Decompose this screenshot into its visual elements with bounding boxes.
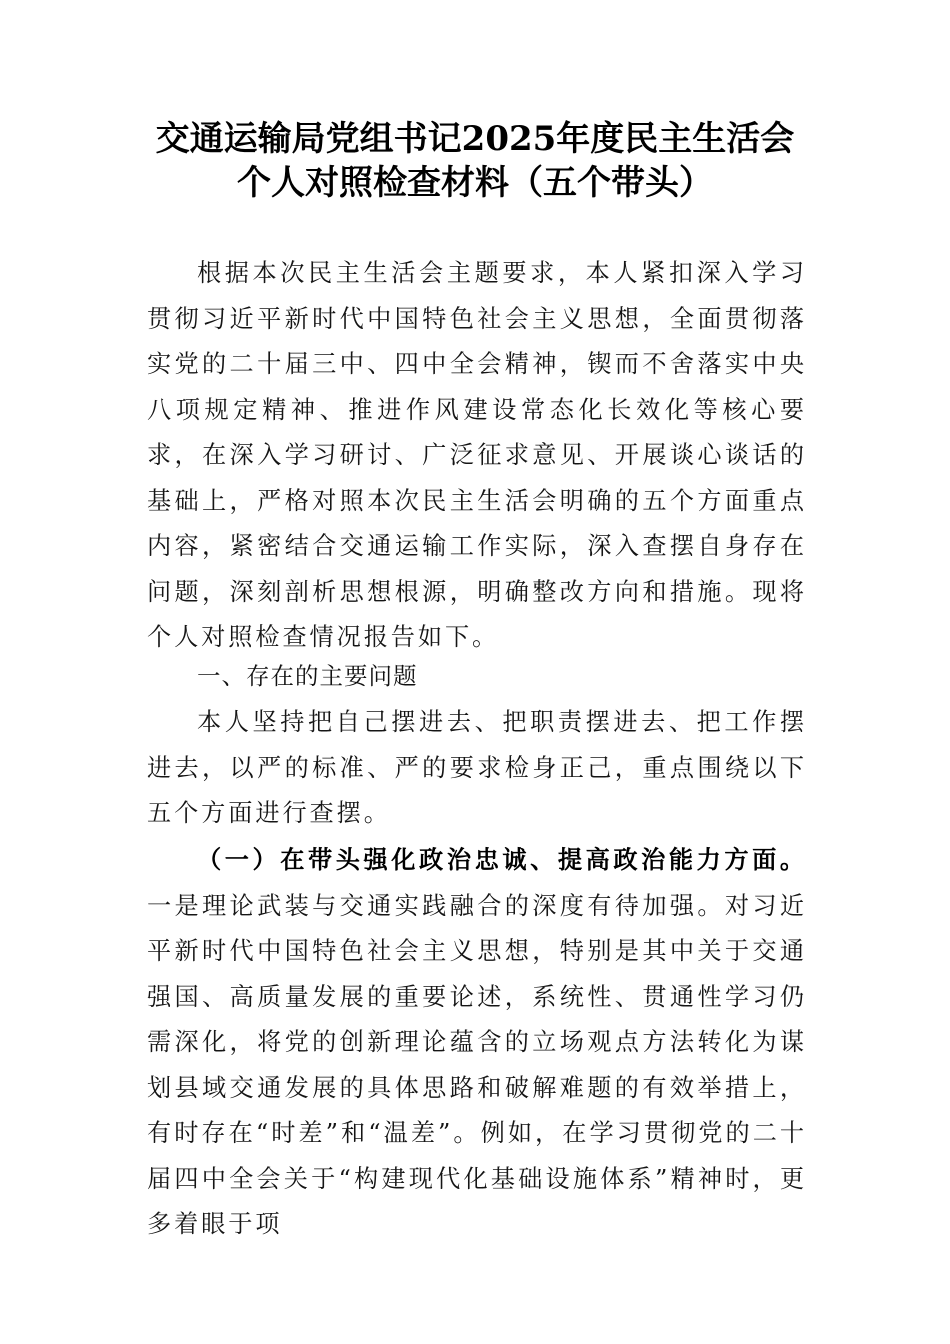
section-intro-paragraph: 本人坚持把自己摆进去、把职责摆进去、把工作摆进去，以严的标准、严的要求检身正己，重点围绕以下五个方面进行查摆。 [147, 708, 807, 827]
subsection-body-text: 一是理论武装与交通实践融合的深度有待加强。对习近平新时代中国特色社会主义思想，特别是其中关于交通强国、高质量发展的重要论述，系统性、贯通性学习仍需深化，将党的创新理论蕴含的立场观点方法转化为谋划县域交通发展的具体思路和破解难题的有效举措上，有时存在“时差”和“温差”。例如，在学习贯彻党的二十届四中全会关于“构建现代化基础设施体系”精神时，更多着眼于项 [147, 891, 807, 1238]
document-title-line-1: 交通运输局党组书记2025年度民主生活会 [155, 119, 795, 159]
intro-paragraph: 根据本次民主生活会主题要求，本人紧扣深入学习贯彻习近平新时代中国特色社会主义思想，全面贯彻落实党的二十届三中、四中全会精神，锲而不舍落实中央八项规定精神、推进作风建设常态化长效化等核心要求，在深入学习研讨、广泛征求意见、开展谈心谈话的基础上，严格对照本次民主生活会明确的五个方面重点内容，紧密结合交通运输工作实际，深入查摆自身存在问题，深刻剖析思想根源，明确整改方向和措施。现将个人对照检查情况报告如下。 [147, 259, 807, 651]
subsection-heading-1: （一）在带头强化政治忠诚、提高政治能力方面。 [197, 845, 807, 874]
document-title-line-2: 个人对照检查材料（五个带头） [237, 163, 713, 203]
subsection-paragraph [147, 837, 807, 1248]
section-heading-1: 一、存在的主要问题 [197, 662, 418, 690]
